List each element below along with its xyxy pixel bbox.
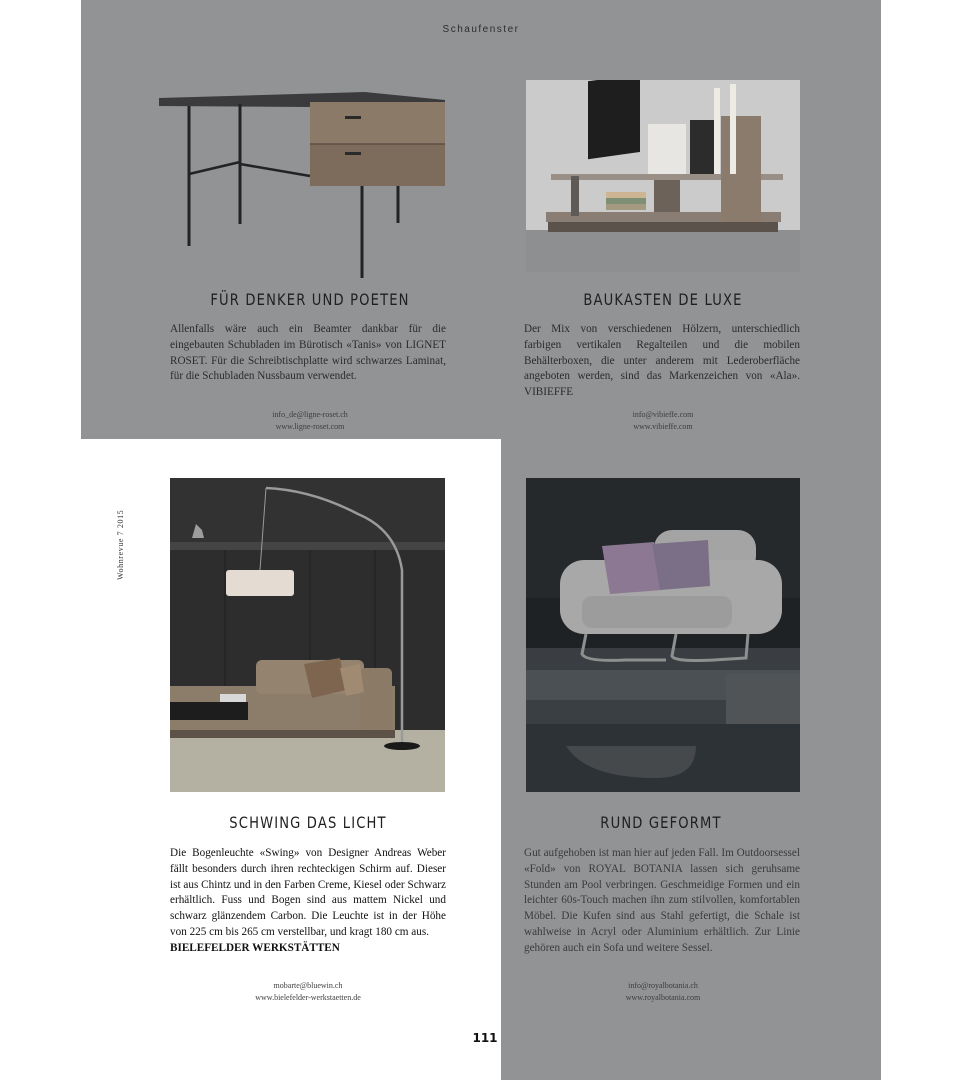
magazine-issue-label: Wohnrevue 7 2015	[116, 509, 125, 580]
chair-contact-email[interactable]: info@royalbotania.ch	[628, 981, 698, 990]
desk-contact-email[interactable]: info_de@ligne-roset.ch	[272, 410, 348, 419]
lamp-photo	[170, 478, 445, 792]
desk-body: Allenfalls wäre auch ein Beamter dankbar für die eingebauten Schubladen im Bürotisch «Tanis» von LIGNET ROSET. Für die Schreibtischplatte wird schwarzes Laminat, für die Schubladen Nussbaum verwendet.	[170, 323, 446, 383]
lamp-body-text: Die Bogenleuchte «Swing» von Designer Andreas Weber fällt besonders durch ihren rechteckigen Schirm auf. Dieser ist aus Chintz und in den Farben Creme, Kiesel oder Schwarz erhältlich. Fuss und Bogen sind aus mattem Nickel und schwarz glänzendem Carbon. Die Leuchte ist in der Höhe von 225 cm bis 265 cm verstellbar, und kragt 180 cm aus.	[170, 847, 446, 938]
chair-heading: RUND GEFORMT	[600, 813, 722, 832]
lamp-heading: SCHWING DAS LICHT	[229, 813, 387, 832]
shelf-photo	[526, 80, 800, 272]
page-number: 111	[472, 1031, 498, 1045]
chair-contacts	[563, 980, 763, 1004]
lamp-contacts	[208, 980, 408, 1004]
desk-contacts	[210, 409, 410, 433]
chair-body: Gut aufgehoben ist man hier auf jeden Fall. Im Outdoorsessel «Fold» von ROYAL BOTANIA lassen sich geruhsame Stunden am Pool verbringen. Geschmeidige Formen und ein leichter 60s-Touch machen ihn zum stilvollen, komfortablen Möbel. Die Kufen sind aus Stahl gefertigt, die Schale ist wahlweise in Acryl oder Aluminium erhältlich. Zur Linie gehören auch ein Sofa und weitere Sessel.	[524, 847, 800, 954]
lamp-contact-web[interactable]: www.bielefelder-werkstaetten.de	[255, 993, 361, 1002]
desk-heading: FÜR DENKER UND POETEN	[210, 290, 410, 309]
desk-photo	[155, 88, 450, 283]
shelf-contact-email[interactable]: info@vibieffe.com	[632, 410, 694, 419]
chair-photo	[526, 478, 800, 792]
shelf-heading: BAUKASTEN DE LUXE	[583, 290, 743, 309]
shelf-body: Der Mix von verschiedenen Hölzern, unterschiedlich farbigen vertikalen Regalteilen und die mobilen Behälterboxen, die unter anderem mit Lederoberfläche angeboten werden, sind das Markenzeichen von «Ala». VIBIEFFE	[524, 323, 800, 399]
chair-contact-web[interactable]: www.royalbotania.com	[625, 993, 701, 1002]
shelf-contacts	[563, 409, 763, 433]
lamp-brand: BIELEFELDER WERKSTÄTTEN	[170, 941, 340, 954]
section-label: Schaufenster	[442, 24, 520, 35]
lamp-body	[170, 846, 446, 957]
desk-contact-web[interactable]: www.ligne-roset.com	[275, 422, 345, 431]
shelf-contact-web[interactable]: www.vibieffe.com	[633, 422, 693, 431]
lamp-contact-email[interactable]: mobarte@bluewin.ch	[273, 981, 343, 990]
